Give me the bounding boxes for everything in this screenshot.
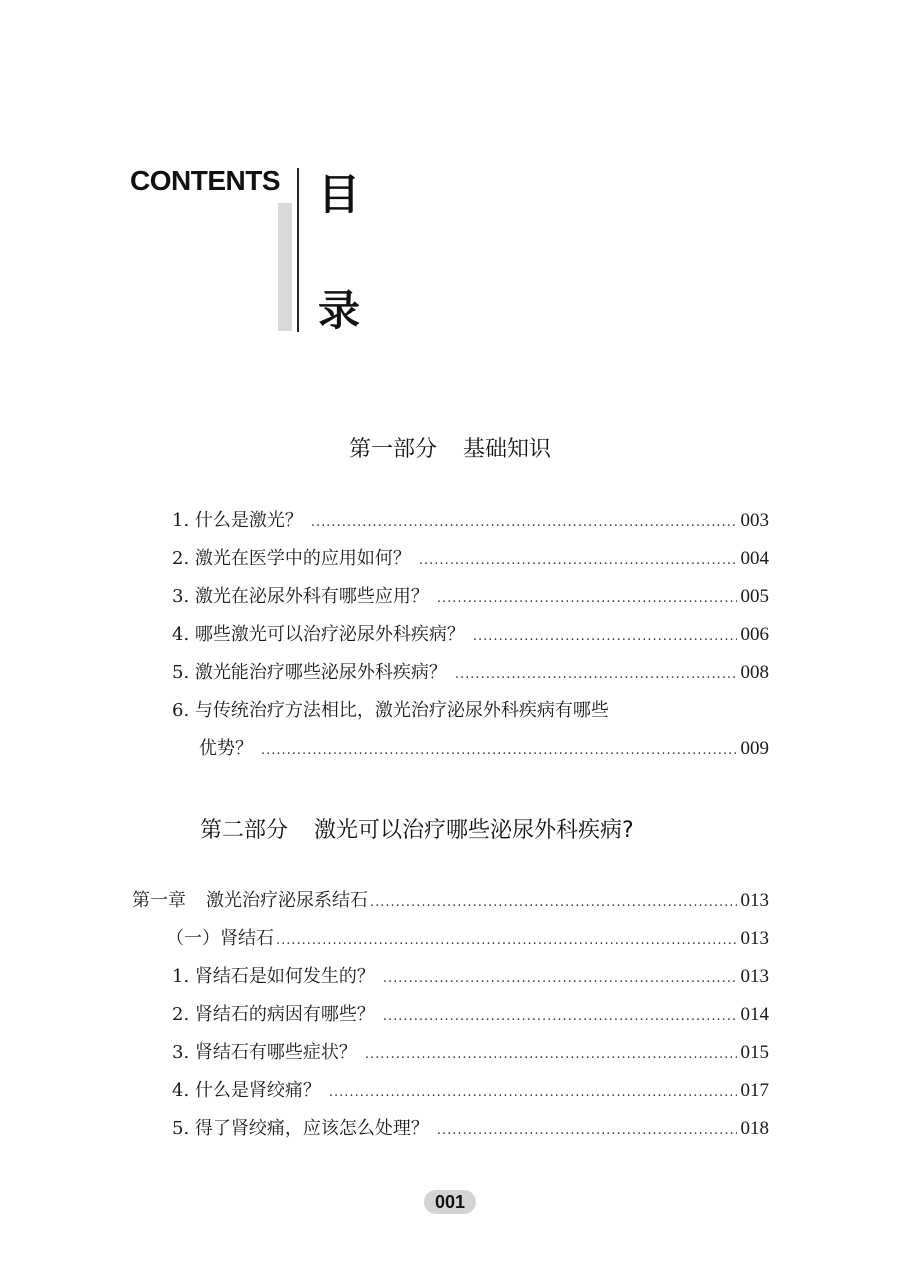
toc-entry-page: 013 <box>740 928 769 949</box>
toc-entry-page: 006 <box>740 624 769 645</box>
dot-leader <box>276 928 737 954</box>
toc-entry[interactable] <box>172 546 769 572</box>
dot-leader <box>455 662 737 688</box>
toc-entry-page: 008 <box>740 662 769 683</box>
toc-entry-label: 2. 肾结石的病因有哪些？ <box>172 1004 375 1025</box>
contents-heading-char-1: 目 <box>318 170 361 219</box>
toc-section-entry[interactable] <box>166 926 769 952</box>
toc-entry-label: 5. 得了肾绞痛，应该怎么处理？ <box>172 1118 429 1139</box>
decorative-divider-line <box>297 168 299 332</box>
toc-entry-page: 013 <box>740 890 769 911</box>
dot-leader <box>311 510 737 536</box>
toc-entry-page: 013 <box>740 966 769 987</box>
toc-chapter-entry[interactable] <box>132 888 769 914</box>
dot-leader <box>365 1042 737 1068</box>
toc-entry-label: 4. 哪些激光可以治疗泌尿外科疾病？ <box>172 624 465 645</box>
part-1-name: 基础知识 <box>463 437 552 462</box>
toc-entry-page: 018 <box>740 1118 769 1139</box>
dot-leader <box>261 738 737 764</box>
toc-entry-page: 005 <box>740 586 769 607</box>
part-2-name: 激光可以治疗哪些泌尿外科疾病? <box>314 818 634 843</box>
dot-leader <box>383 966 737 992</box>
contents-heading-english: CONTENTS <box>130 165 280 196</box>
toc-entry[interactable] <box>172 1040 769 1066</box>
toc-entry-label: 5. 激光能治疗哪些泌尿外科疾病？ <box>172 662 447 683</box>
toc-entry-label: 4. 什么是肾绞痛？ <box>172 1080 321 1101</box>
toc-entry-page: 009 <box>740 738 769 759</box>
toc-entry-page: 004 <box>740 548 769 569</box>
chapter-number: 第一章 <box>132 890 186 911</box>
toc-entry-label-line-1[interactable]: 6. 与传统治疗方法相比，激光治疗泌尿外科疾病有哪些 <box>172 700 609 721</box>
dot-leader <box>437 586 737 612</box>
toc-entry[interactable] <box>172 1078 769 1104</box>
toc-entry-label: 1. 肾结石是如何发生的？ <box>172 966 375 987</box>
toc-entry[interactable] <box>172 508 769 534</box>
part-2-title <box>200 813 634 844</box>
toc-entry[interactable] <box>172 660 769 686</box>
dot-leader <box>383 1004 737 1030</box>
dot-leader <box>473 624 737 650</box>
chapter-name: 激光治疗泌尿系结石 <box>206 890 368 911</box>
dot-leader <box>437 1118 737 1144</box>
contents-heading-char-2: 录 <box>318 286 361 335</box>
dot-leader <box>370 890 737 916</box>
toc-entry-label: 3. 激光在泌尿外科有哪些应用？ <box>172 586 429 607</box>
toc-entry[interactable] <box>199 736 769 762</box>
chapter-label <box>132 888 368 914</box>
section-label: （一）肾结石 <box>166 928 274 949</box>
toc-entry-page: 003 <box>740 510 769 531</box>
toc-entry-page: 017 <box>740 1080 769 1101</box>
toc-entry[interactable] <box>172 1002 769 1028</box>
toc-entry[interactable] <box>172 584 769 610</box>
toc-entry[interactable] <box>172 622 769 648</box>
toc-entry-page: 014 <box>740 1004 769 1025</box>
toc-entry[interactable] <box>172 964 769 990</box>
toc-entry[interactable] <box>172 1116 769 1142</box>
part-2-number: 第二部分 <box>200 818 289 843</box>
toc-entry-label: 3. 肾结石有哪些症状？ <box>172 1042 357 1063</box>
dot-leader <box>419 548 737 574</box>
part-1-number: 第一部分 <box>348 437 437 462</box>
toc-entry-label: 优势？ <box>199 738 253 759</box>
dot-leader <box>329 1080 737 1106</box>
part-1-title <box>0 432 900 463</box>
toc-entry-label: 2. 激光在医学中的应用如何？ <box>172 548 411 569</box>
toc-entry-label: 1. 什么是激光？ <box>172 510 303 531</box>
decorative-gray-bar <box>278 203 292 331</box>
page-number-badge: 001 <box>424 1190 476 1214</box>
toc-entry-page: 015 <box>740 1042 769 1063</box>
